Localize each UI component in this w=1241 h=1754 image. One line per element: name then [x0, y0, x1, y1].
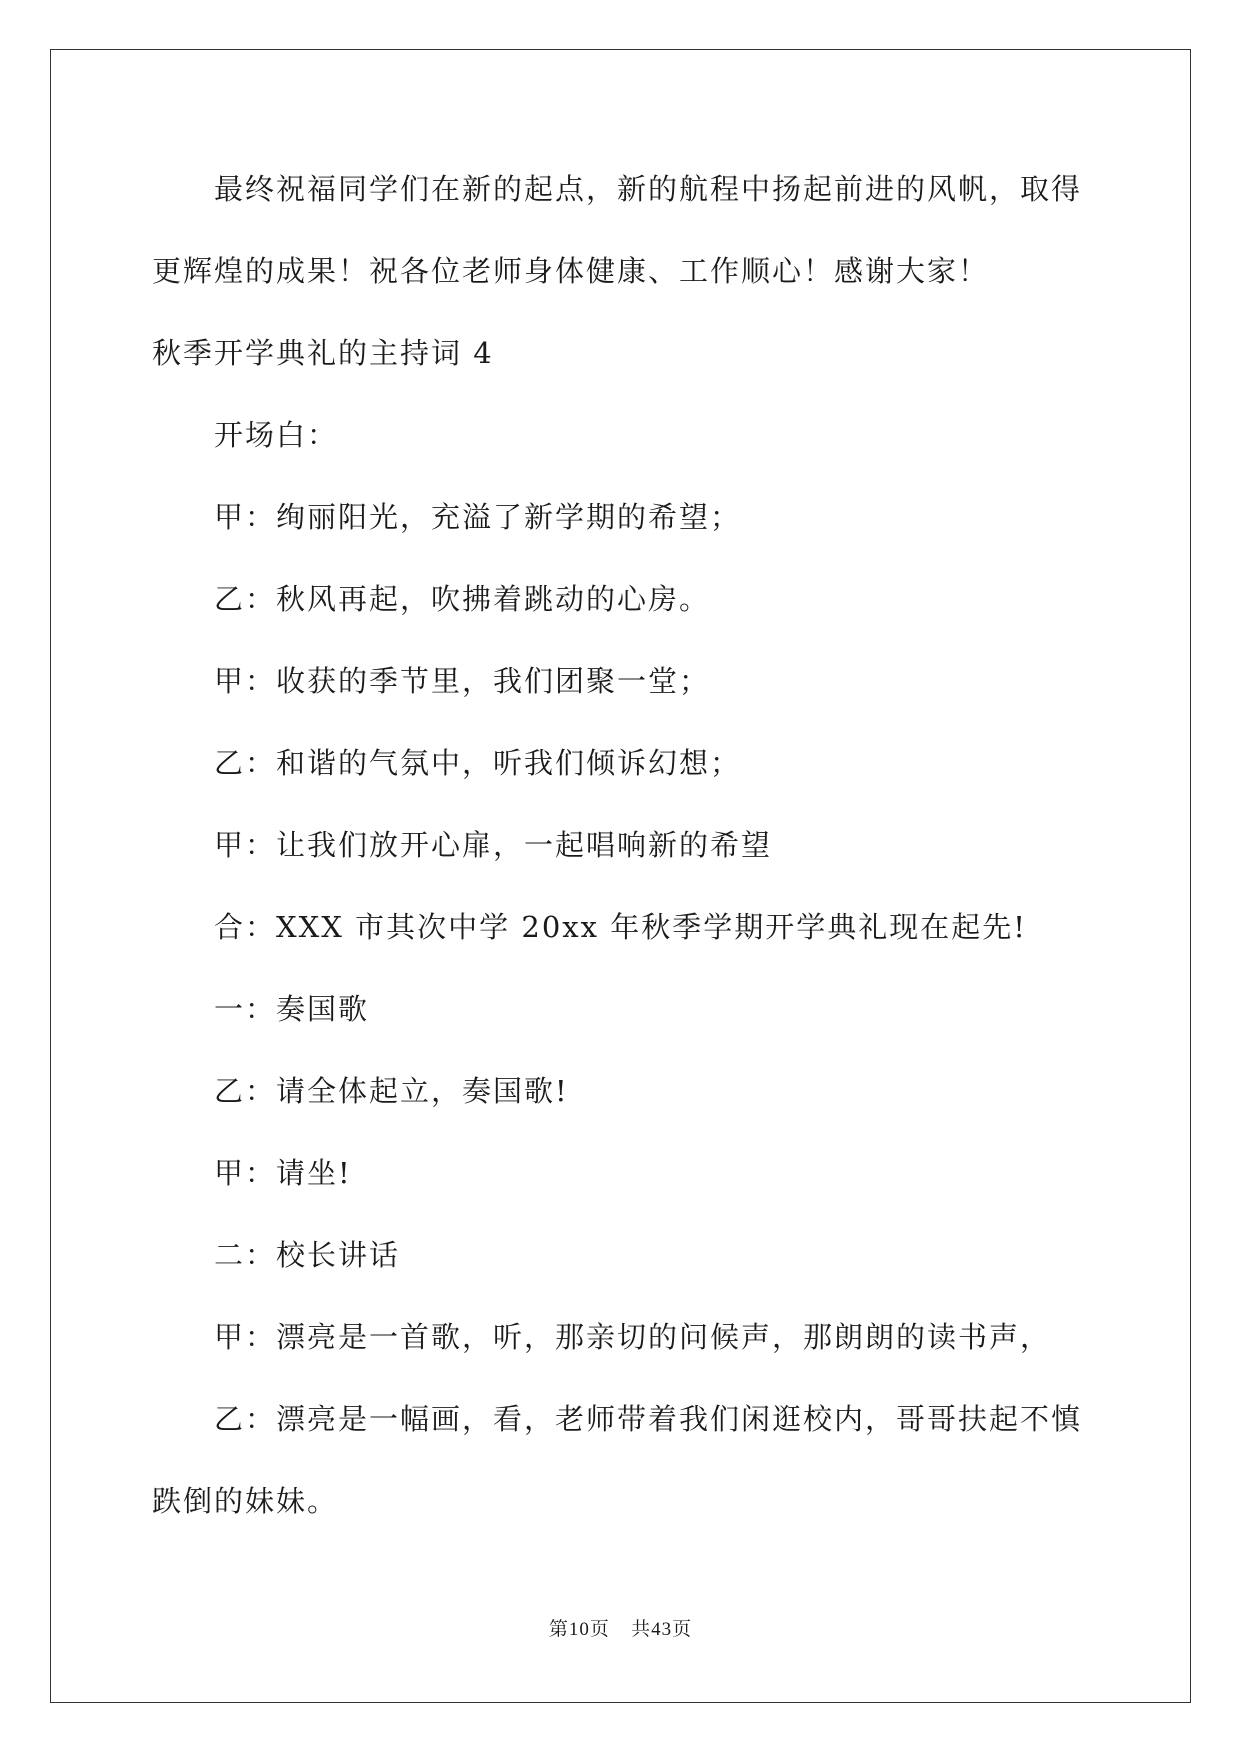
paragraph-item-anthem: 一：奏国歌	[214, 992, 370, 1026]
section-heading: 秋季开学典礼的主持词 4	[152, 336, 494, 370]
paragraph-item-speech: 二：校长讲话	[214, 1238, 401, 1272]
paragraph-line-jia-2: 甲：收获的季节里，我们团聚一堂；	[214, 664, 711, 698]
paragraph-line-jia-4: 甲：请坐!	[214, 1156, 352, 1190]
footer-current-page: 10	[568, 1619, 590, 1640]
paragraph-line-yi-1: 乙：秋风再起，吹拂着跳动的心房。	[214, 582, 711, 616]
paragraph-line-yi-2: 乙：和谐的气氛中，听我们倾诉幻想；	[214, 746, 742, 780]
paragraph-line-jia-3: 甲：让我们放开心扉，一起唱响新的希望	[214, 828, 773, 862]
paragraph-line-yi-4: 乙：漂亮是一幅画，看，老师带着我们闲逛校内，哥哥扶起不慎跌倒的妹妹。	[152, 1402, 1083, 1518]
footer-page-word: 页	[589, 1618, 610, 1640]
paragraph-line-together: 合：XXX 市其次中学 20xx 年秋季学期开学典礼现在起先!	[214, 910, 1027, 944]
paragraph-line-jia-5: 甲：漂亮是一首歌，听，那亲切的问候声，那朗朗的读书声，	[214, 1320, 1052, 1354]
footer-total-prefix: 共	[631, 1618, 652, 1640]
paragraph-line-yi-3: 乙：请全体起立，奏国歌!	[214, 1074, 569, 1108]
paragraph-line-jia-1: 甲：绚丽阳光，充溢了新学期的希望；	[214, 500, 742, 534]
footer-prefix: 第	[548, 1618, 569, 1640]
paragraph-opening: 开场白：	[214, 418, 339, 452]
footer-total-suffix: 页	[672, 1618, 693, 1640]
footer-total-pages: 43	[651, 1619, 673, 1640]
paragraph-closing-wishes: 最终祝福同学们在新的起点，新的航程中扬起前进的风帆，取得更辉煌的成果！祝各位老师身体健康、工作顺心！感谢大家！	[152, 172, 1083, 288]
page-footer	[0, 1614, 1241, 1641]
